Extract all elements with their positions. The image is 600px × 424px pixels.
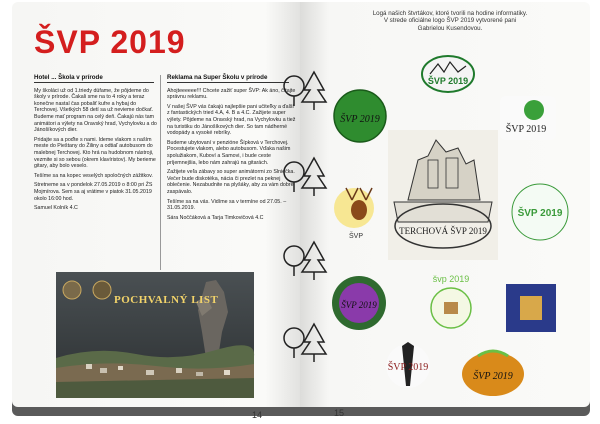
- student-logo: [460, 348, 526, 398]
- article-paragraph: Tešíme sa na vás. Vidíme sa v termíne od 27.05. – 31.05.2019.: [167, 198, 287, 212]
- svg-text:ŠVP 2019: ŠVP 2019: [505, 124, 547, 135]
- article-paragraph: Tešíme sa na kopec veselých spoločných zážitkov.: [34, 172, 153, 179]
- caption-line: V strede oficiálne logo ŠVP 2019 vytvorené pani: [383, 17, 517, 25]
- article-paragraph: Stretneme sa v pondelok 27.05.2019 o 8:00 pri ŽS Mojmírova. Sem sa aj vrátime v piatok 31.05.2019 okolo 16:00 hod.: [34, 182, 153, 202]
- svg-text:ŠVP 2019: ŠVP 2019: [427, 76, 469, 86]
- article-paragraph: Budeme ubytovaní v penzióne Šípková v Terchovej. Pocestujete vlakom, alebo autobusom. Vďaka našim spolužiakom, Kuboví a Samovi, i bude ceste príjemnejšia, lebo nám zahrajú na gitarách.: [167, 139, 291, 166]
- svg-text:ŠVP 2019: ŠVP 2019: [517, 208, 563, 219]
- tree-icon: [282, 154, 330, 198]
- article-paragraph: V našej ŠVP vás čakajú najlepšie pani učiteľky a ďalší z fantastických tried 4.A, 4. B a 4.C. Zažijete super výlety. Pôjdeme na Oravský hrad, na Vychylovku a tiež na turistiku do Jánošíkových dier. So tam nádherné vodopády a vysoké rebríky.: [167, 103, 296, 137]
- article-author: Sára Noččáková a Tarja Timkovičová 4.C: [167, 214, 264, 221]
- certificate-image: [56, 272, 254, 398]
- tree-icon: [282, 68, 330, 112]
- page-number-left: 14: [252, 410, 263, 420]
- svg-text:ŠVP 2019: ŠVP 2019: [340, 114, 380, 125]
- page-title: ŠVP 2019: [34, 24, 186, 60]
- caption-line: Gabrielou Kusendovou.: [417, 24, 483, 32]
- tree-icon: [282, 320, 330, 364]
- article-heading: Hotel ... Škola v prírode: [34, 74, 103, 81]
- student-logo: [420, 54, 476, 94]
- student-logo: [418, 270, 484, 332]
- svg-text:ŠVP 2019: ŠVP 2019: [473, 371, 513, 382]
- certificate-title: POCHVALNÝ LIST: [114, 294, 219, 306]
- heading-rule: [34, 82, 154, 83]
- student-logo: [506, 284, 556, 332]
- svg-text:ŠVP 2019: ŠVP 2019: [387, 362, 429, 373]
- article-paragraph: Zažijete veľa zábavy so super animátormi zo Slniečka. Večer bude diskotéka, nácia či prezlet na peknej oblečenie. Nezabudnite na plyšáky, aby za vám dobre zaspávalo.: [167, 169, 295, 195]
- svg-text:švp 2019: švp 2019: [432, 274, 470, 284]
- student-logo: [330, 182, 388, 242]
- article-heading: Reklama na Super Školu v prírode: [167, 74, 268, 81]
- svg-text:ŠVP 2019: ŠVP 2019: [341, 300, 377, 310]
- student-logo: [510, 182, 570, 242]
- student-logo: [332, 88, 388, 144]
- left-page: [12, 2, 300, 420]
- article-paragraph: My školáci už od 1.triedy dúfame, že pôjdeme do školy v prírode. Čakali sme na to 4 roky a teraz konečne nastal čas pobaliť kufre a hybaj do Terchovej. Všetkých 58 detí sa už nevieme dočkať. Budeme mať program na celý deň. Čakajú nás tam animátori a výlety na Oravský hrad, Vychylovku a do Jánošíkových dier.: [34, 87, 157, 134]
- certificate-graphic: [56, 272, 254, 398]
- heading-rule: [167, 82, 289, 83]
- student-logo: [382, 340, 434, 402]
- svg-text:ŠVP: ŠVP: [348, 233, 364, 240]
- logos-caption: [330, 10, 570, 32]
- svg-text:TERCHOVÁ ŠVP 2019: TERCHOVÁ ŠVP 2019: [399, 226, 487, 236]
- article-reklama: [167, 75, 297, 224]
- caption-line: Logá našich štvrtákov, ktoré tvorili na hodine informatiky.: [372, 10, 528, 17]
- student-logo: [498, 94, 558, 142]
- article-author: Samuel Kolník 4.C: [34, 205, 78, 212]
- article-hotel: [34, 75, 158, 215]
- student-logo: [330, 274, 388, 332]
- official-logo: [388, 130, 498, 260]
- tree-icon: [282, 238, 330, 282]
- article-paragraph: Pridajte sa a poďte s nami. Ideme vlakom s naším meste do Pieštany do Žiliny a odtiaľ autobusom do malebnej Terchovej. Kto hrá na hudobnom nástroji, vezmite si so sebou (okrem klavíristov). My berieme gitary, aby bolo veselo.: [34, 136, 156, 170]
- article-paragraph: Ahojteeeeee!!! Chcete zažiť super ŠVP: Ak áno, čítajte správnu reklamu.: [167, 87, 296, 101]
- column-divider: [160, 75, 161, 270]
- page-number-right: 15: [334, 408, 345, 418]
- right-page: [300, 2, 590, 418]
